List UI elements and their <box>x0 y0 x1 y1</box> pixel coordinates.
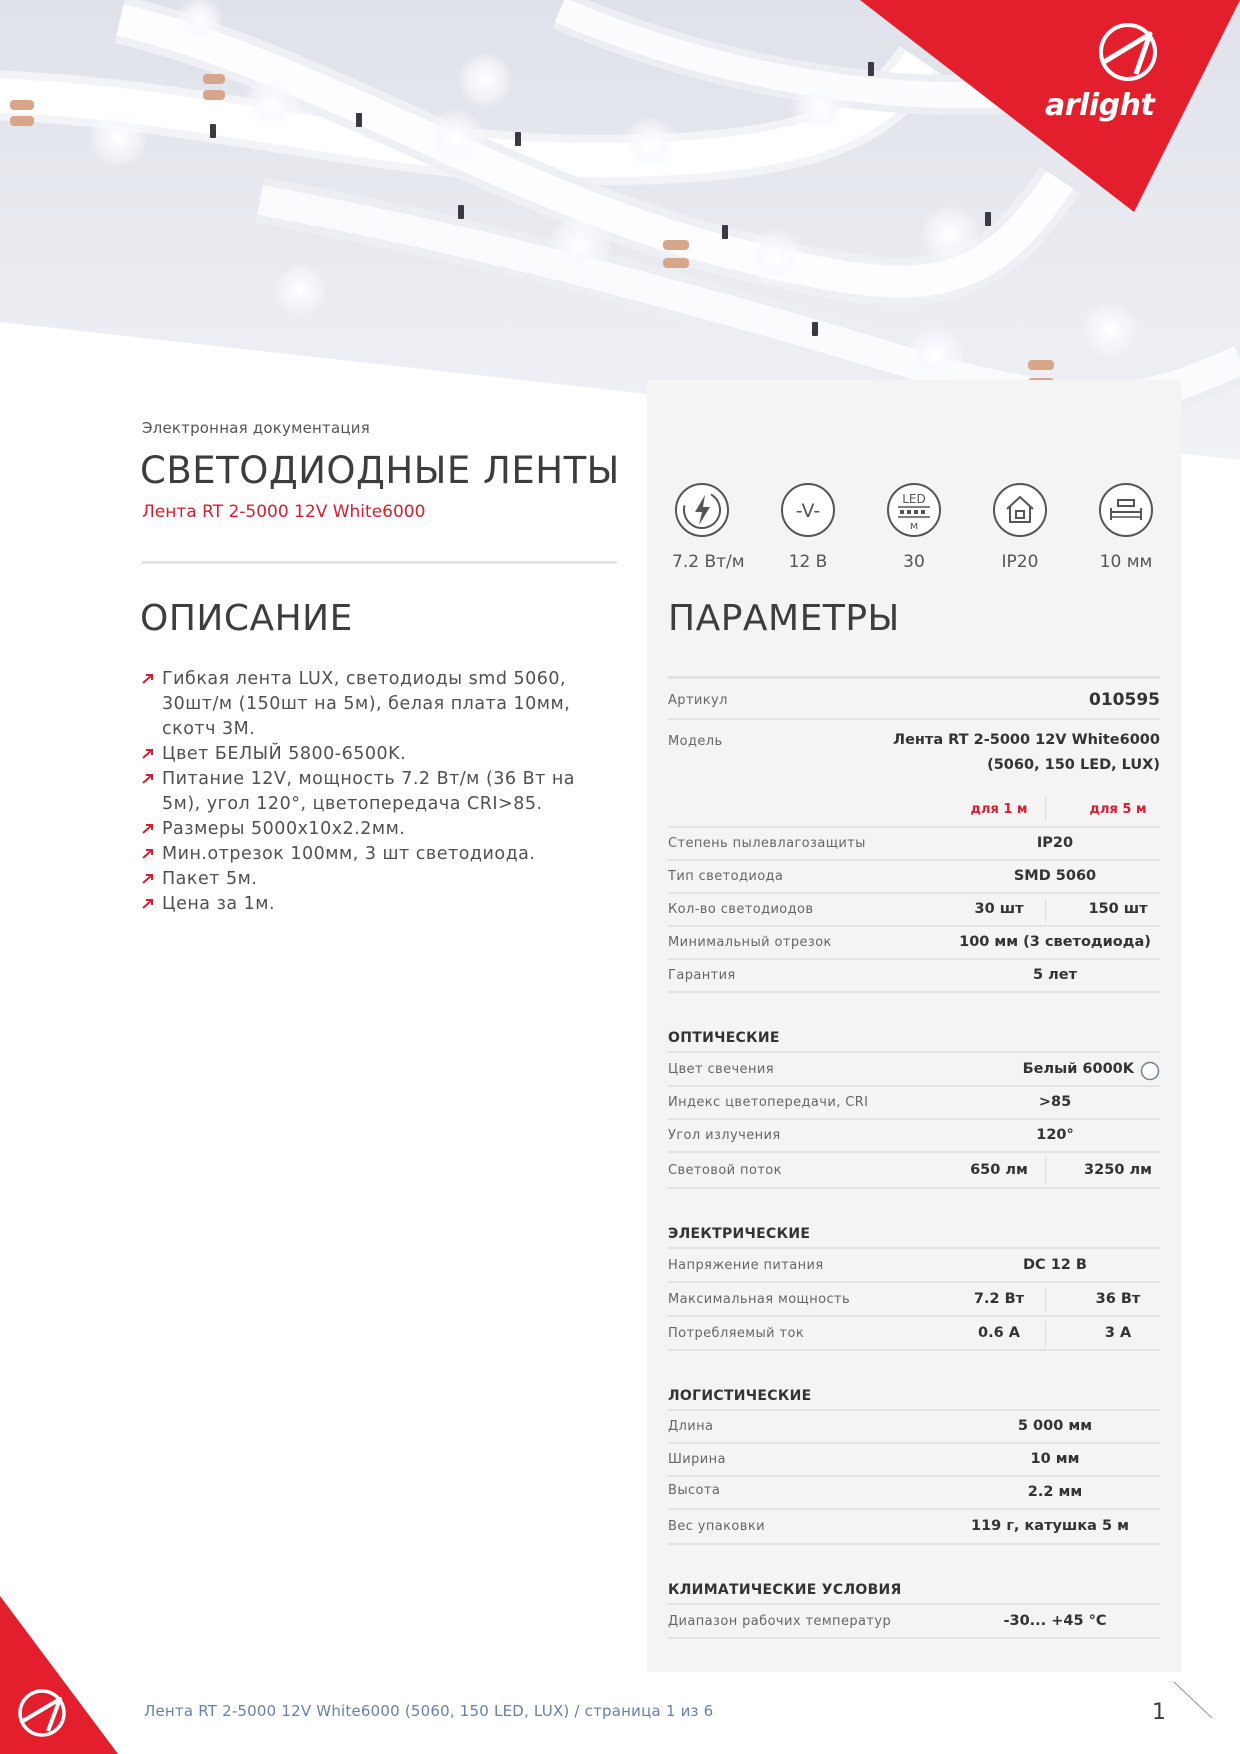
table-row: Кол-во светодиодов 30 шт 150 шт <box>668 894 1160 927</box>
table-row: Минимальный отрезок 100 мм (3 светодиода) <box>668 927 1160 960</box>
red-arrow-bullet-icon <box>142 822 154 834</box>
col-header-1m: для 1 м <box>970 802 1028 817</box>
table-row: Световой поток 650 лм 3250 лм <box>668 1153 1160 1189</box>
table-row: Модель Лента RT 2-5000 12V White6000 (5060, 150 LED, LUX) <box>668 732 1160 773</box>
page-number: 1 <box>1152 1700 1166 1725</box>
page-corner-line-icon <box>1170 1680 1214 1720</box>
table-row: Потребляемый ток 0.6 А 3 А <box>668 1317 1160 1351</box>
red-arrow-bullet-icon <box>142 772 154 784</box>
color-swatch-icon <box>1140 1061 1160 1081</box>
red-arrow-bullet-icon <box>142 872 154 884</box>
page-title: СВЕТОДИОДНЫЕ ЛЕНТЫ <box>140 449 620 492</box>
spec-power: 7.2 Вт/м <box>672 482 732 572</box>
list-item: Размеры 5000x10x2.2мм. <box>142 817 592 842</box>
group-title-electrical: ЭЛЕКТРИЧЕСКИЕ <box>668 1226 811 1242</box>
spec-width: 10 мм <box>1096 482 1156 572</box>
width-icon <box>1098 482 1154 538</box>
description-title: ОПИСАНИЕ <box>140 598 353 639</box>
red-arrow-bullet-icon <box>142 847 154 859</box>
parameters-title: ПАРАМЕТРЫ <box>668 598 900 639</box>
article-number: 010595 <box>1089 690 1160 710</box>
voltage-icon <box>780 482 836 538</box>
table-row: Гарантия 5 лет <box>668 960 1160 993</box>
led-per-meter-icon <box>886 482 942 538</box>
document-kicker: Электронная документация <box>142 419 370 437</box>
table-row: Напряжение питания DC 12 В <box>668 1249 1160 1283</box>
list-item: Цвет БЕЛЫЙ 5800-6500K. <box>142 742 592 767</box>
list-item: Гибкая лента LUX, светодиоды smd 5060, 30шт/м (150шт на 5м), белая плата 10мм, скотч 3М. <box>142 667 592 742</box>
svg-text:-V-: -V- <box>795 500 821 522</box>
footer-document-info: Лента RT 2-5000 12V White6000 (5060, 150 LED, LUX) / страница 1 из 6 <box>144 1702 714 1720</box>
brand-logo-text: arlight <box>1045 88 1155 123</box>
column-header-row <box>668 790 1160 828</box>
header-divider <box>142 561 617 564</box>
list-item: Цена за 1м. <box>142 892 592 917</box>
col-header-5m: для 5 м <box>1089 802 1147 817</box>
table-row: Высота 2.2 мм <box>668 1477 1160 1510</box>
table-row: Индекс цветопередачи, CRI >85 <box>668 1087 1160 1120</box>
group-title-optical: ОПТИЧЕСКИЕ <box>668 1030 780 1046</box>
list-item: Мин.отрезок 100мм, 3 шт светодиода. <box>142 842 592 867</box>
table-row: Угол излучения 120° <box>668 1120 1160 1153</box>
table-row: Диапазон рабочих температур -30... +45 °С <box>668 1605 1160 1639</box>
table-row: Максимальная мощность 7.2 Вт 36 Вт <box>668 1283 1160 1317</box>
description-list <box>142 667 592 917</box>
spec-led-density: LED м 30 <box>884 482 944 572</box>
table-row: Артикул 010595 <box>668 679 1160 720</box>
table-row: Ширина 10 мм <box>668 1444 1160 1477</box>
indoor-house-icon <box>992 482 1048 538</box>
red-arrow-bullet-icon <box>142 747 154 759</box>
svg-text:м: м <box>909 519 919 532</box>
product-subtitle: Лента RT 2-5000 12V White6000 <box>142 502 426 522</box>
spec-ip-rating: IP20 <box>990 482 1050 572</box>
group-title-logistic: ЛОГИСТИЧЕСКИЕ <box>668 1388 812 1404</box>
table-row: Степень пылевлагозащиты IP20 <box>668 828 1160 861</box>
table-row: Цвет свечения Белый 6000K <box>668 1053 1160 1087</box>
spec-voltage: -V- 12 В <box>778 482 838 572</box>
list-item: Пакет 5м. <box>142 867 592 892</box>
red-arrow-bullet-icon <box>142 897 154 909</box>
svg-text:LED: LED <box>902 492 926 506</box>
red-arrow-bullet-icon <box>142 672 154 684</box>
table-row: Тип светодиода SMD 5060 <box>668 861 1160 894</box>
footer-logo-triangle <box>0 1596 120 1754</box>
power-icon <box>674 482 730 538</box>
list-item: Питание 12V, мощность 7.2 Вт/м (36 Вт на 5м), угол 120°, цветопередача CRI>85. <box>142 767 592 817</box>
group-title-climate: КЛИМАТИЧЕСКИЕ УСЛОВИЯ <box>668 1582 902 1598</box>
table-row: Вес упаковки 119 г, катушка 5 м <box>668 1510 1160 1545</box>
table-row: Длина 5 000 мм <box>668 1411 1160 1444</box>
